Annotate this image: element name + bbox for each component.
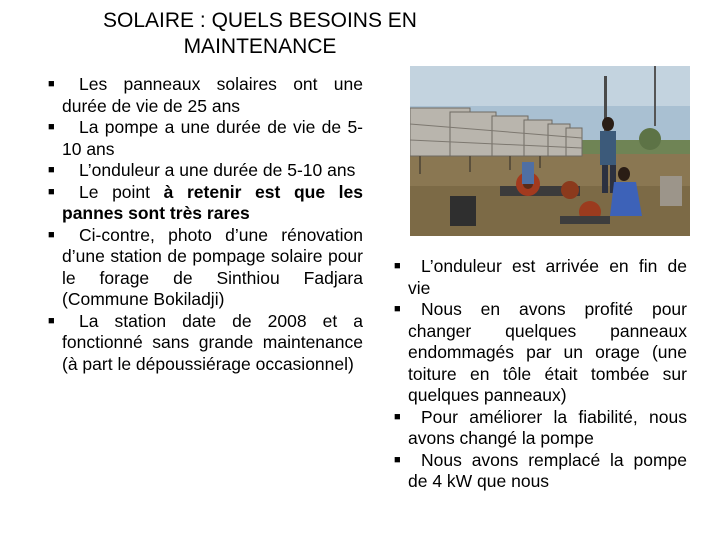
list-item: ■ Nous avons remplacé la pompe de 4 kW que nous (394, 449, 687, 491)
bullet-icon: ■ (394, 410, 401, 423)
bullet-icon: ■ (394, 303, 401, 315)
bullet-icon: ■ (48, 185, 55, 198)
list-item: ■ Les panneaux solaires ont une durée de vie de 25 ans (48, 74, 363, 116)
list-item: ■ L’onduleur a une durée de 5-10 ans (48, 160, 356, 180)
list-item: ■ Ci-contre, photo d’une rénovation d’une station de pompage solaire pour le forage de Sinthiou Fadjara (Commune Bokiladji) (48, 224, 363, 309)
right-bullet-list (396, 256, 687, 493)
list-item: ■ L’onduleur est arrivée en fin de vie (394, 256, 687, 298)
list-item: ■ Nous en avons profité pour changer quelques panneaux endommagés par un orage (une toiture en tôle était tombée sur quelques panneaux) (394, 299, 687, 405)
list-item: ■ La pompe a une durée de vie de 5-10 ans (48, 117, 363, 159)
bullet-text-regular: Le point (79, 181, 164, 202)
slide-title-line-2: MAINTENANCE (183, 35, 337, 58)
list-item (50, 182, 363, 225)
slide-title (60, 8, 460, 60)
bullet-icon: ■ (48, 164, 55, 176)
bullet-icon: ■ (48, 228, 55, 241)
photo-illustration (410, 66, 690, 236)
left-bullet-list (50, 74, 363, 375)
bullet-text-bold: à retenir est que les pannes sont très rares (62, 181, 363, 223)
bullet-icon: ■ (48, 78, 55, 90)
bullet-icon: ■ (394, 453, 401, 466)
solar-station-photo (410, 66, 690, 236)
list-item: ■ Pour améliorer la fiabilité, nous avons changé la pompe (394, 406, 687, 448)
bullet-icon: ■ (48, 121, 55, 133)
bullet-icon: ■ (394, 260, 401, 272)
slide-title-line-1: SOLAIRE : QUELS BESOINS EN (103, 9, 417, 32)
list-item: ■ La station date de 2008 et a fonctionné sans grande maintenance (à part le dépoussiérage occasionnel) (48, 310, 363, 374)
bullet-icon: ■ (48, 314, 55, 327)
